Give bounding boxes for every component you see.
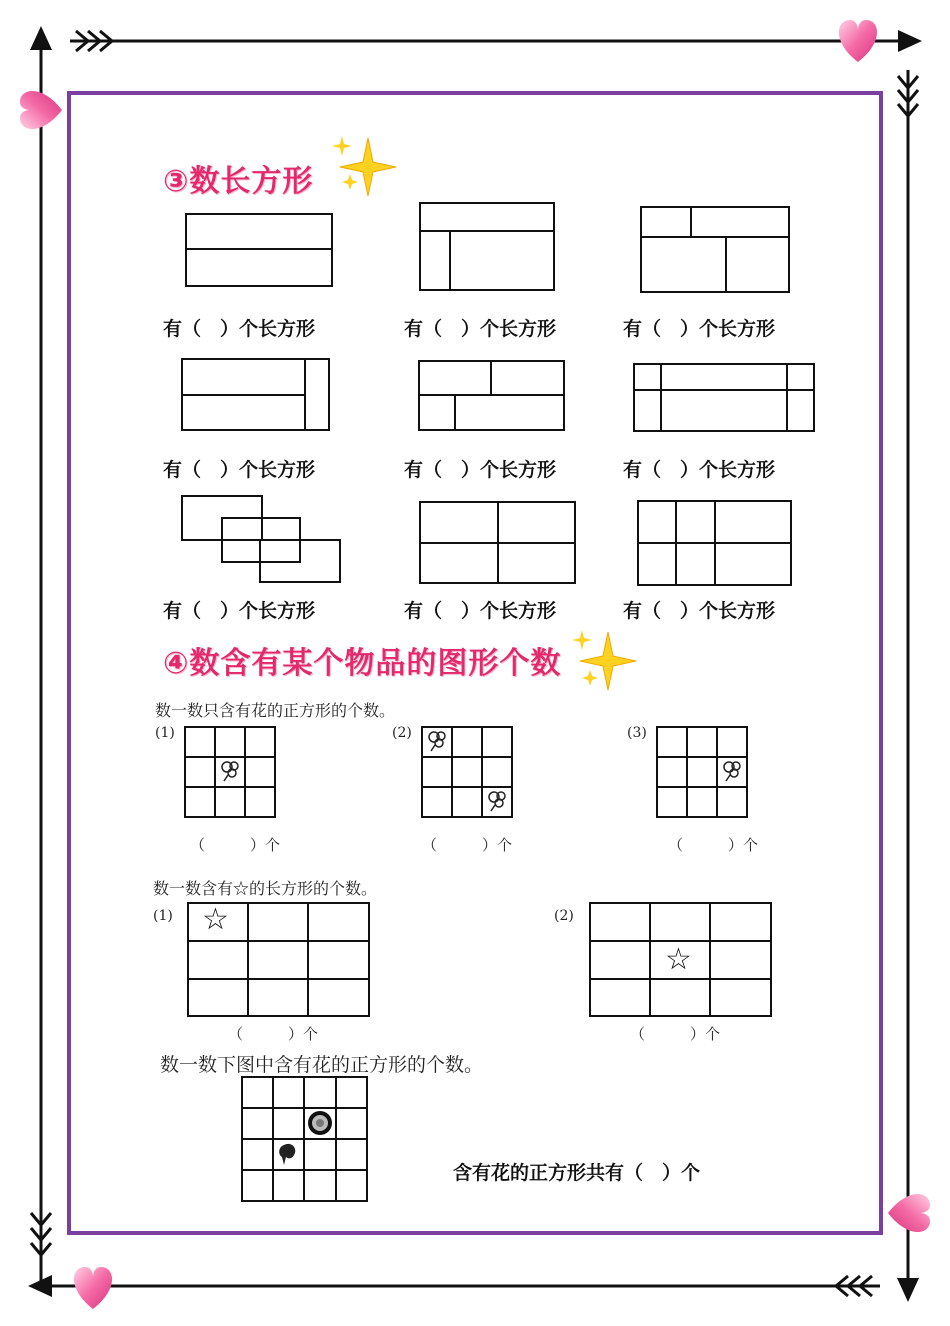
- answer-label: 有（ ）个长方形: [163, 318, 316, 340]
- count-blank: （ ）个: [630, 1025, 721, 1043]
- heart-icon: [20, 91, 62, 129]
- answer-label: 有（ ）个长方形: [163, 459, 316, 481]
- sparkle-icon: [570, 626, 640, 696]
- flower-icon: [429, 732, 445, 751]
- rectangle-figure-2: [418, 201, 558, 293]
- flower-grid-2: [420, 725, 514, 819]
- problem-label: (3): [627, 725, 647, 741]
- instruction-flower: 数一数只含有花的正方形的个数。: [155, 701, 396, 720]
- problem-label: (2): [392, 725, 412, 741]
- flower-grid-1: [183, 725, 277, 819]
- count-blank: （ ）个: [422, 836, 513, 854]
- rectangle-figure-9: [636, 499, 794, 587]
- rectangle-figure-7: [180, 494, 344, 586]
- flower-grid-3: [655, 725, 749, 819]
- problem-label: (1): [153, 908, 173, 924]
- final-answer: 含有花的正方形共有（ ）个: [453, 1162, 701, 1184]
- section3-title: ③数长方形: [163, 164, 314, 199]
- count-blank: （ ）个: [668, 836, 759, 854]
- rectangle-figure-4: [180, 357, 332, 433]
- rectangle-figure-3: [639, 205, 791, 295]
- rectangle-figure-5: [417, 359, 567, 433]
- star-icon: ☆: [665, 942, 692, 977]
- answer-label: 有（ ）个长方形: [404, 600, 557, 622]
- answer-label: 有（ ）个长方形: [404, 459, 557, 481]
- heart-icon: [888, 1194, 930, 1232]
- count-blank: （ ）个: [190, 836, 281, 854]
- flower-icon: [222, 762, 238, 781]
- flower-icon: [489, 792, 505, 811]
- answer-label: 有（ ）个长方形: [623, 459, 776, 481]
- heart-icon: [74, 1267, 112, 1309]
- flower-icon: [308, 1111, 332, 1135]
- rectangle-figure-8: [418, 500, 578, 586]
- section4-title: ④数含有某个物品的图形个数: [163, 646, 562, 681]
- rectangle-figure-6: [630, 360, 816, 434]
- answer-label: 有（ ）个长方形: [623, 318, 776, 340]
- answer-label: 有（ ）个长方形: [163, 600, 316, 622]
- heart-icon: [839, 20, 877, 62]
- star-icon: ☆: [202, 902, 229, 937]
- flower-icon: [279, 1144, 295, 1165]
- flower-icon: [724, 762, 740, 781]
- answer-label: 有（ ）个长方形: [404, 318, 557, 340]
- count-blank: （ ）个: [228, 1025, 319, 1043]
- problem-label: (1): [155, 725, 175, 741]
- sparkle-icon: [330, 132, 400, 202]
- instruction-star: 数一数含有☆的长方形的个数。: [153, 879, 378, 898]
- problem-label: (2): [554, 908, 574, 924]
- flower-grid-4: [240, 1075, 370, 1203]
- instruction-flower2: 数一数下图中含有花的正方形的个数。: [160, 1054, 484, 1076]
- answer-label: 有（ ）个长方形: [623, 600, 776, 622]
- rectangle-figure-1: [184, 212, 334, 292]
